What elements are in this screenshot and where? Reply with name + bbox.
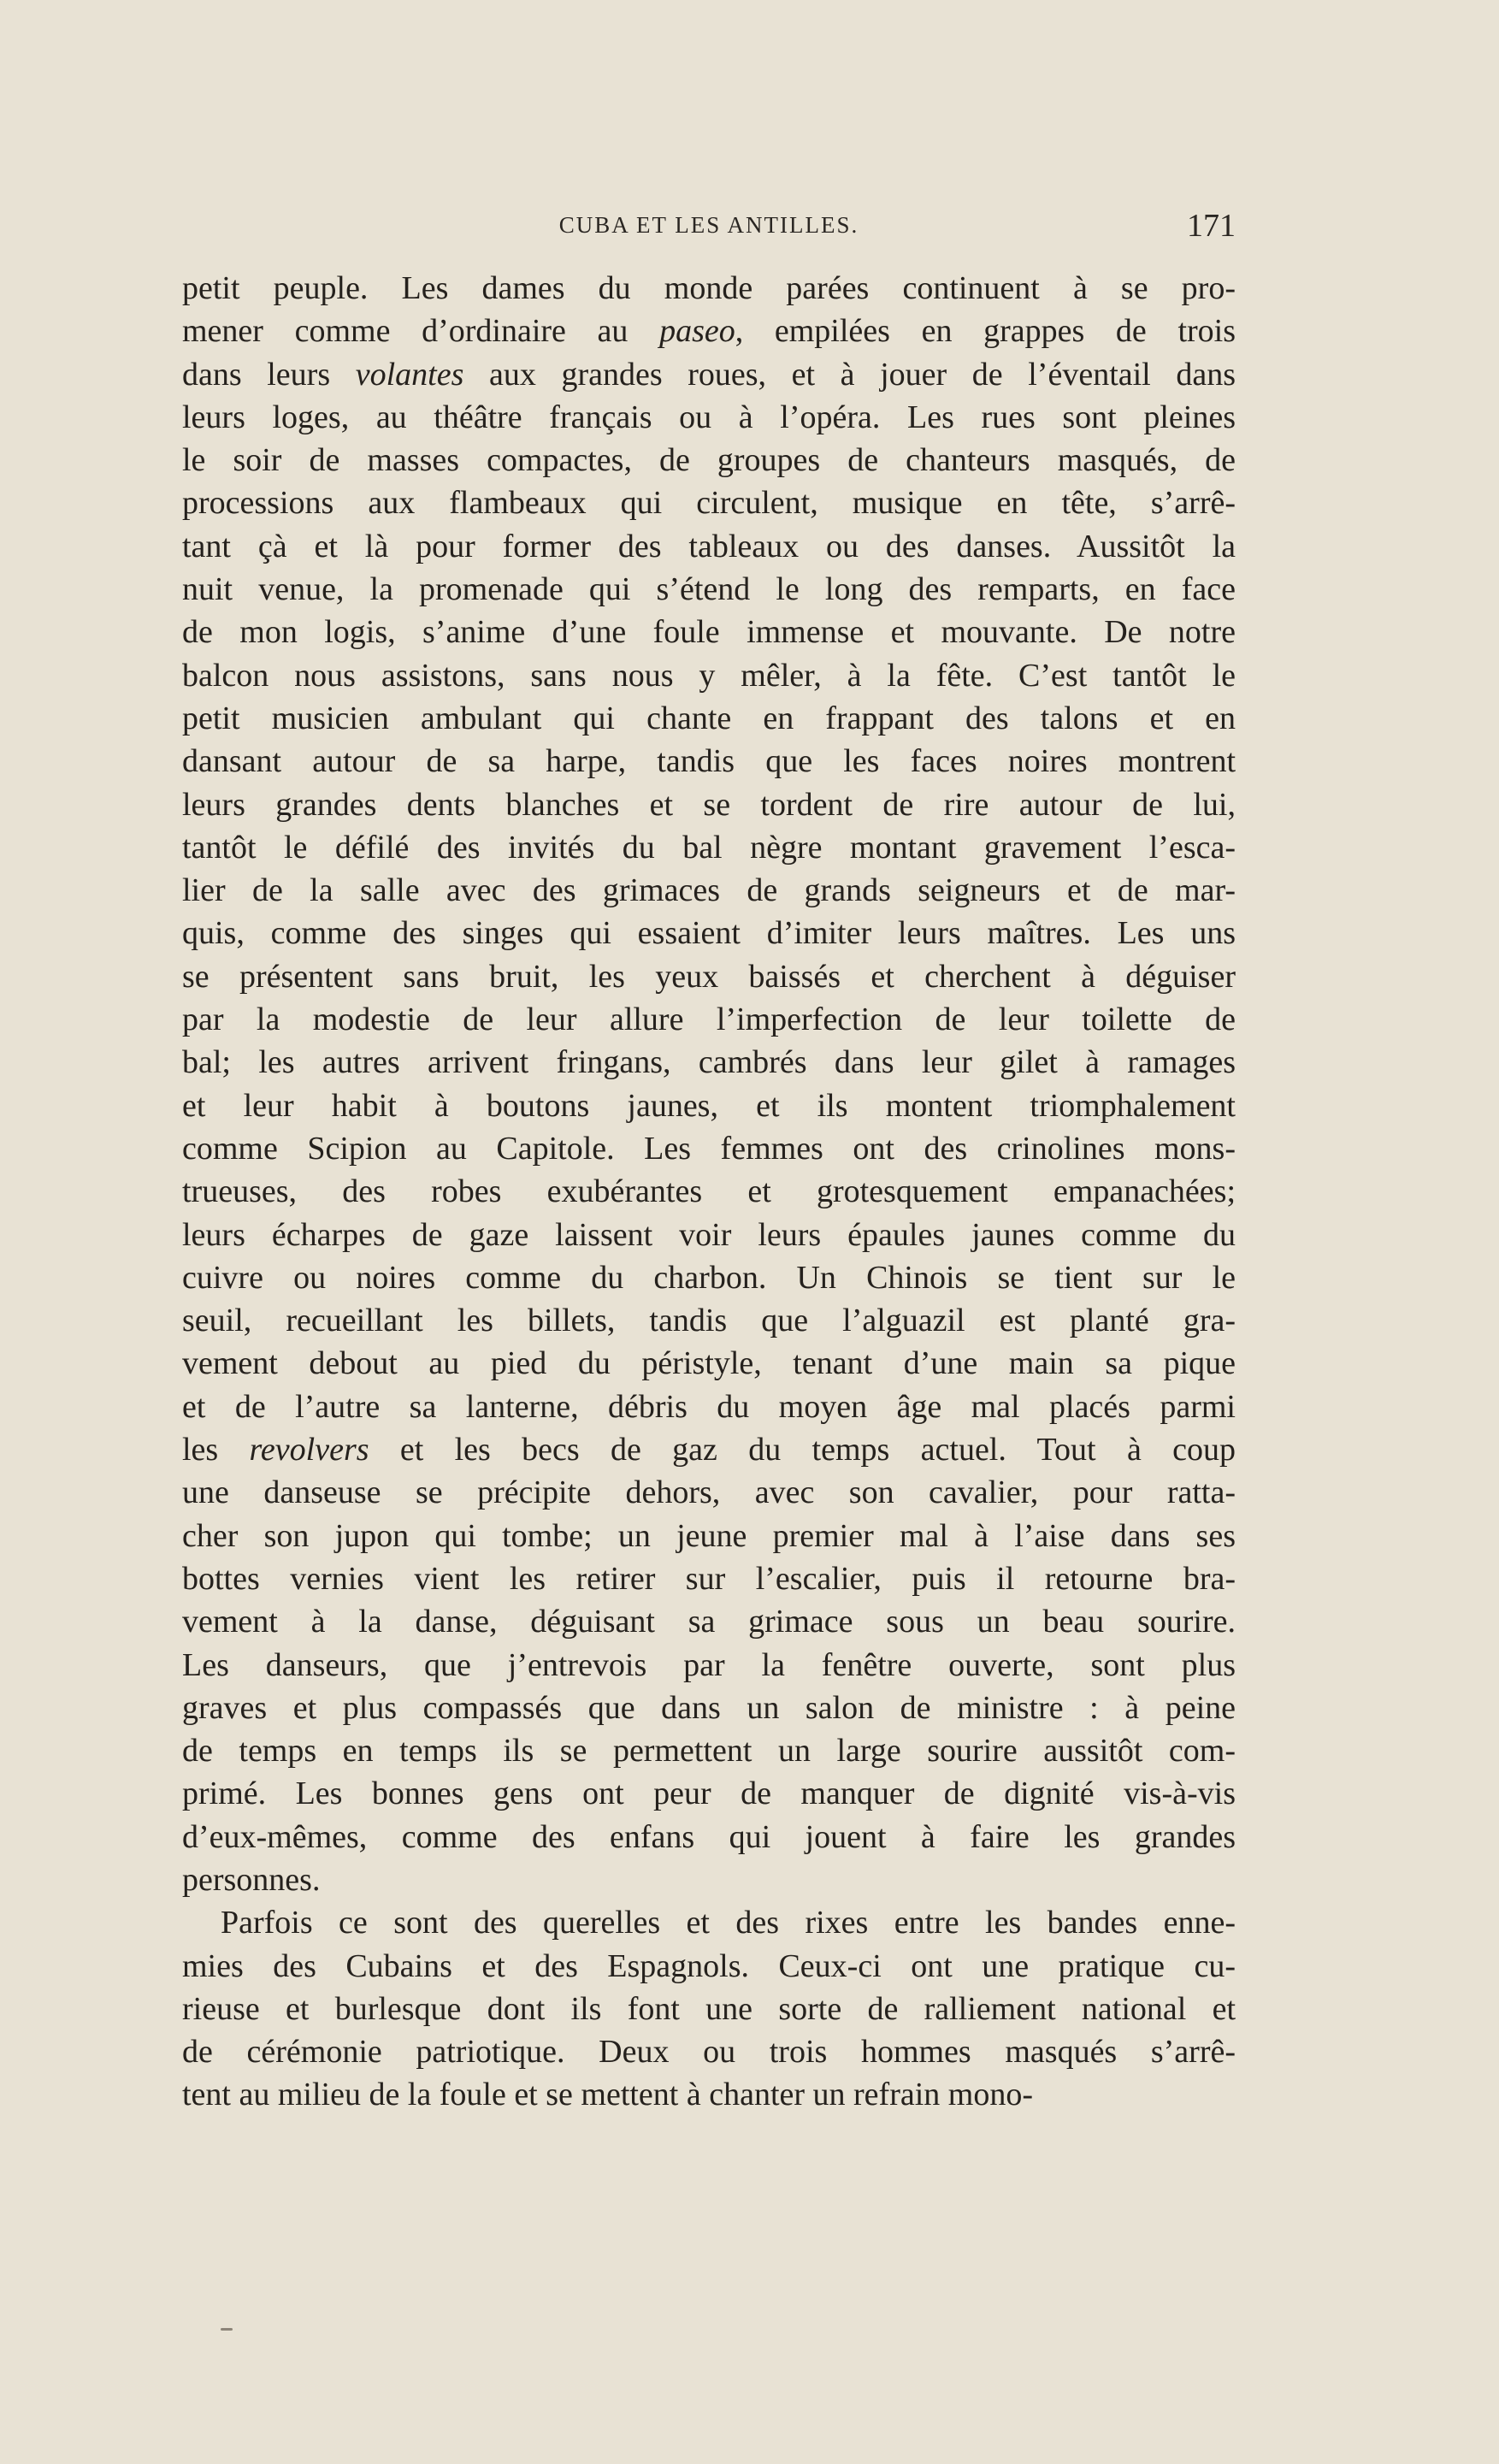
text-line — [182, 1644, 1236, 1687]
text-run: personnes. — [182, 1861, 321, 1898]
text-line — [182, 396, 1236, 439]
text-line — [182, 482, 1236, 524]
text-line — [182, 353, 1236, 396]
text-line — [182, 1041, 1236, 1084]
text-line — [182, 611, 1236, 653]
text-line — [182, 697, 1236, 740]
text-line — [182, 826, 1236, 869]
text-line — [182, 310, 1236, 352]
page-number: 171 — [1187, 208, 1236, 244]
text-line — [182, 1084, 1236, 1127]
text-run: mies des Cubains et des Espagnols. Ceux-ci ont une pratique cu- — [182, 1947, 1236, 1984]
text-line — [182, 1127, 1236, 1170]
text-line — [182, 1214, 1236, 1256]
text-line — [182, 1386, 1236, 1428]
italic-term: revolvers — [249, 1432, 369, 1468]
text-line — [182, 1687, 1236, 1729]
text-line — [182, 955, 1236, 998]
text-run: quis, comme des singes qui essaient d’imiter leurs maîtres. Les uns — [182, 915, 1236, 952]
text-run: dansant autour de sa harpe, tandis que les faces noires montrent — [182, 743, 1236, 780]
text-line — [182, 1901, 1236, 1944]
text-line — [182, 2073, 1236, 2116]
text-run: de mon logis, s’anime d’une foule immense et mouvante. De notre — [182, 614, 1236, 651]
text-run: lier de la salle avec des grimaces de grands seigneurs et de mar- — [182, 872, 1236, 909]
text-run: une danseuse se précipite dehors, avec son cavalier, pour ratta- — [182, 1474, 1236, 1511]
text-run: trueuses, des robes exubérantes et grotesquement empanachées; — [182, 1173, 1236, 1210]
text-line — [182, 1471, 1236, 1514]
text-run: et les becs de gaz du temps actuel. Tout à coup — [369, 1432, 1236, 1468]
text-run: comme Scipion au Capitole. Les femmes ont des crinolines mons- — [182, 1130, 1236, 1167]
text-run: et leur habit à boutons jaunes, et ils montent triomphalement — [182, 1087, 1236, 1124]
text-run: de cérémonie patriotique. Deux ou trois hommes masqués s’arrê- — [182, 2034, 1236, 2071]
italic-term: paseo — [659, 313, 735, 350]
text-run: leurs grandes dents blanches et se tordent de rire autour de lui, — [182, 786, 1236, 823]
text-line — [182, 783, 1236, 826]
text-line — [182, 998, 1236, 1041]
text-run: , empilées en grappes de trois — [735, 313, 1236, 350]
text-run: aux grandes roues, et à jouer de l’éventail dans — [463, 356, 1236, 393]
text-run: leurs écharpes de gaze laissent voir leurs épaules jaunes comme du — [182, 1216, 1236, 1253]
text-run: balcon nous assistons, sans nous y mêler, à la fête. C’est tantôt le — [182, 657, 1236, 694]
text-line — [182, 568, 1236, 611]
text-line — [182, 1557, 1236, 1600]
italic-term: volantes — [355, 356, 464, 393]
text-line — [182, 1256, 1236, 1299]
text-run: leurs loges, au théâtre français ou à l’opéra. Les rues sont pleines — [182, 399, 1236, 435]
running-title: CUBA ET LES ANTILLES. — [558, 212, 859, 238]
text-run: cuivre ou noires comme du charbon. Un Chinois se tient sur le — [182, 1259, 1236, 1296]
text-run: le soir de masses compactes, de groupes de chanteurs masqués, de — [182, 442, 1236, 479]
text-run: par la modestie de leur allure l’imperfection de leur toilette de — [182, 1002, 1236, 1038]
text-line — [182, 2030, 1236, 2073]
text-run: dans leurs — [182, 356, 356, 393]
text-run: rieuse et burlesque dont ils font une sorte de ralliement national et — [182, 1990, 1236, 2027]
text-run: et de l’autre sa lanterne, débris du moyen âge mal placés parmi — [182, 1388, 1236, 1425]
text-line — [182, 525, 1236, 568]
text-run: vement debout au pied du péristyle, tenant d’une main sa pique — [182, 1345, 1236, 1382]
text-run: processions aux flambeaux qui circulent, musique en tête, s’arrê- — [182, 485, 1236, 522]
text-line — [182, 1428, 1236, 1471]
text-line — [182, 1170, 1236, 1213]
text-run: petit musicien ambulant qui chante en frappant des talons et en — [182, 700, 1236, 736]
text-run: cher son jupon qui tombe; un jeune premier mal à l’aise dans ses — [182, 1517, 1236, 1554]
text-line — [182, 740, 1236, 783]
text-run: les — [182, 1432, 250, 1468]
ink-smudge — [221, 2328, 233, 2331]
text-line — [182, 267, 1236, 310]
text-line — [182, 1772, 1236, 1815]
text-run: tent au milieu de la foule et se mettent à chanter un refrain mono- — [182, 2077, 1033, 2113]
text-line — [182, 1945, 1236, 1988]
text-run: tantôt le défilé des invités du bal nègre montant gravement l’esca- — [182, 829, 1236, 866]
text-line — [182, 1342, 1236, 1385]
text-line — [182, 912, 1236, 954]
text-line — [182, 654, 1236, 697]
text-run: seuil, recueillant les billets, tandis que l’alguazil est planté gra- — [182, 1303, 1236, 1339]
text-run: bottes vernies vient les retirer sur l’escalier, puis il retourne bra- — [182, 1560, 1236, 1597]
text-line — [182, 1729, 1236, 1772]
text-line — [182, 869, 1236, 912]
body-text — [182, 267, 1236, 2117]
text-run: vement à la danse, déguisant sa grimace sous un beau sourire. — [182, 1604, 1236, 1640]
text-run: d’eux-mêmes, comme des enfans qui jouent à faire les grandes — [182, 1818, 1236, 1855]
text-run: primé. Les bonnes gens ont peur de manquer de dignité vis-à-vis — [182, 1776, 1236, 1812]
text-line — [182, 1816, 1236, 1858]
text-run: bal; les autres arrivent fringans, cambrés dans leur gilet à ramages — [182, 1044, 1236, 1081]
text-run: mener comme d’ordinaire au — [182, 313, 660, 350]
text-run: de temps en temps ils se permettent un large sourire aussitôt com- — [182, 1733, 1236, 1770]
text-run: graves et plus compassés que dans un salon de ministre : à peine — [182, 1689, 1236, 1726]
running-head — [182, 208, 1236, 246]
text-line — [182, 439, 1236, 482]
text-line — [182, 1299, 1236, 1342]
text-line — [182, 1515, 1236, 1557]
text-run: tant çà et là pour former des tableaux ou des danses. Aussitôt la — [182, 528, 1236, 564]
text-run: nuit venue, la promenade qui s’étend le long des remparts, en face — [182, 571, 1236, 608]
text-run: petit peuple. Les dames du monde parées continuent à se pro- — [182, 270, 1236, 306]
text-line — [182, 1858, 1236, 1901]
text-line — [182, 1600, 1236, 1643]
text-line — [182, 1988, 1236, 2030]
text-run: Les danseurs, que j’entrevois par la fenêtre ouverte, sont plus — [182, 1646, 1236, 1683]
text-run: se présentent sans bruit, les yeux baissés et cherchent à déguiser — [182, 958, 1236, 995]
text-run: Parfois ce sont des querelles et des rixes entre les bandes enne- — [221, 1905, 1236, 1941]
